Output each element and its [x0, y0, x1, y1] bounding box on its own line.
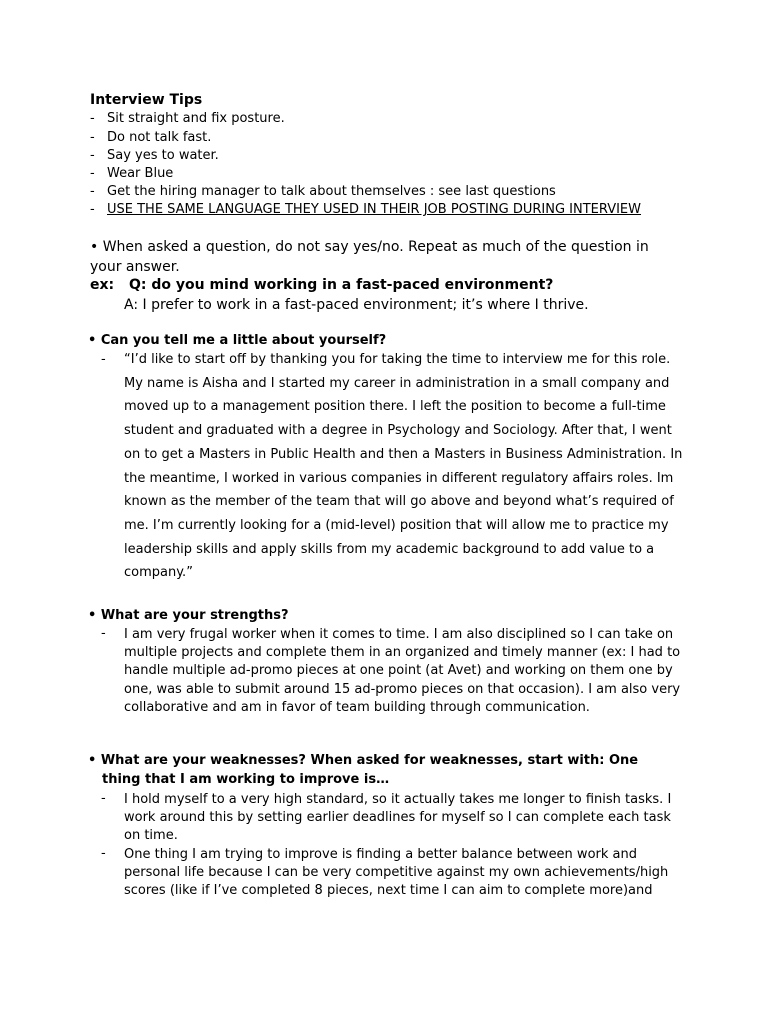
example-question: Q: do you mind working in a fast-paced environment?	[129, 277, 554, 293]
tip-text: Get the hiring manager to talk about themselves : see last questions	[107, 184, 556, 199]
tip-dash: -	[90, 148, 95, 163]
tip-item	[90, 184, 556, 199]
answer-strengths: I am very frugal worker when it comes to time. I am also disciplined so I can take on multiple projects and complete them in an organized and timely manner (ex: I had to handle multiple ad-promo pieces at one point (at Avet) and working on them one by one, was able to submit around 15 ad-promo pieces on that occasion). I am also very collaborative and am in favor of team building through communication.	[124, 627, 681, 715]
tip-text: Wear Blue	[107, 166, 174, 181]
tip-item	[90, 130, 211, 145]
answer-dash: -	[101, 791, 106, 806]
tip-dash: -	[90, 130, 95, 145]
tip-item	[90, 166, 173, 181]
question-strengths: • What are your strengths?	[88, 608, 289, 623]
tip-dash: -	[90, 166, 95, 181]
tip-item	[90, 148, 219, 163]
example-answer: A: I prefer to work in a fast-paced environment; it’s where I thrive.	[124, 297, 589, 313]
question-weaknesses-line-2: thing that I am working to improve is…	[102, 772, 390, 787]
answer-weaknesses-2: One thing I am trying to improve is finding a better balance between work and personal life because I can be very competitive against my own achievements/high scores (like if I’ve completed 8 pieces, next time I can aim to complete more)and	[124, 847, 669, 899]
tip-text: Sit straight and fix posture.	[107, 111, 285, 126]
tip-item	[90, 111, 285, 126]
answer-about-yourself: “I’d like to start off by thanking you for taking the time to interview me for this role. My name is Aisha and I started my career in administration in a small company and moved up to a management position there. I left the position to become a full-time student and graduated with a degree in Psychology and Sociology. After that, I went on to get a Masters in Public Health and then a Masters in Business Administration. In the meantime, I worked in various companies in different regulatory affairs roles. Im known as the member of the team that will go above and beyond what’s required of me. I’m currently looking for a (mid-level) position that will allow me to practice my leadership skills and apply skills from my academic background to add value to a company.”	[124, 352, 683, 581]
answer-dash: -	[101, 352, 106, 367]
answer-dash: -	[101, 846, 106, 861]
advice-line-2: your answer.	[90, 259, 180, 275]
tip-item	[90, 202, 641, 217]
tip-text: Say yes to water.	[107, 148, 219, 163]
page-title: Interview Tips	[90, 92, 203, 108]
tip-text-underlined: USE THE SAME LANGUAGE THEY USED IN THEIR JOB POSTING DURING INTERVIEW	[107, 202, 642, 217]
tip-dash: -	[90, 184, 95, 199]
tip-text: Do not talk fast.	[107, 130, 212, 145]
question-weaknesses-line-1: • What are your weaknesses? When asked for weaknesses, start with: One	[88, 753, 639, 768]
example-label: ex:	[90, 277, 115, 293]
tip-dash: -	[90, 202, 95, 217]
answer-dash: -	[101, 626, 106, 641]
advice-line-1: • When asked a question, do not say yes/no. Repeat as much of the question in	[90, 239, 649, 255]
answer-weaknesses-1: I hold myself to a very high standard, so it actually takes me longer to finish tasks. I work around this by setting earlier deadlines for myself so I can complete each task on time.	[124, 792, 672, 844]
question-about-yourself: • Can you tell me a little about yourself?	[88, 333, 387, 348]
tip-dash: -	[90, 111, 95, 126]
